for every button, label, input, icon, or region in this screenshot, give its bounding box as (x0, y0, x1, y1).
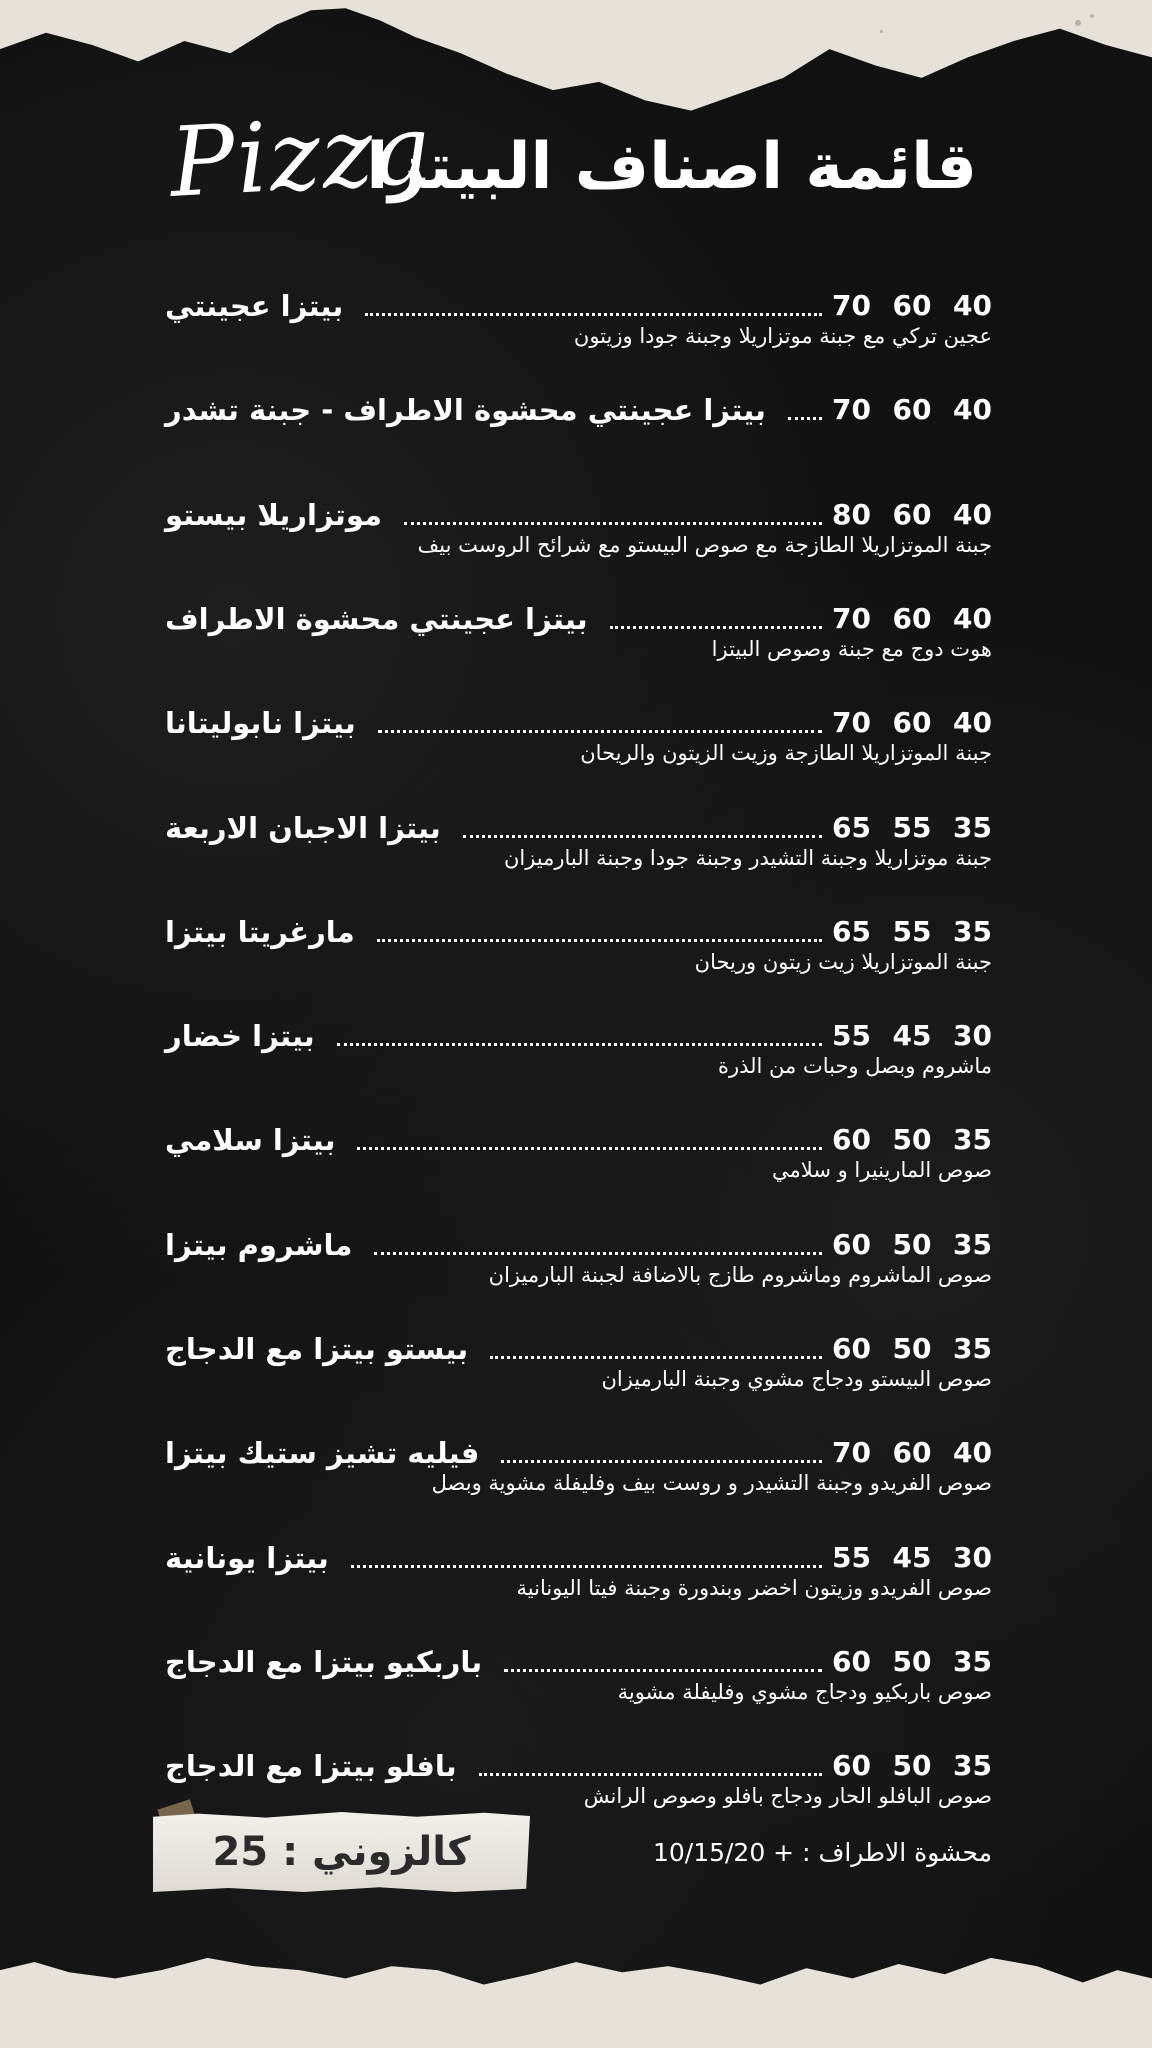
menu-item-header (165, 703, 992, 743)
price-value: 50 (892, 1749, 932, 1782)
dot-leader (377, 938, 822, 942)
menu-item-description: صوص الماشروم وماشروم طازج بالاضافة لجبنة البارميزان (488, 1263, 992, 1287)
menu-item-prices (832, 390, 992, 430)
menu-item-name: بيتزا سلامي (165, 1123, 336, 1157)
dot-leader (404, 521, 822, 525)
menu-item-header (165, 1225, 992, 1265)
price-value: 60 (832, 1645, 871, 1678)
price-value: 35 (953, 915, 992, 948)
menu-item (0, 599, 1152, 679)
menu-item-prices (832, 703, 992, 743)
menu-item-prices (832, 1746, 992, 1786)
dot-leader (504, 1668, 822, 1672)
price-value: 35 (953, 1332, 992, 1365)
menu-item-header (165, 495, 992, 535)
menu-item-description: صوص البافلو الحار ودجاج بافلو وصوص الرانش (583, 1784, 992, 1808)
menu-item-header (165, 286, 992, 326)
menu-item-name: موتزاريلا بيستو (165, 498, 382, 532)
price-value: 35 (953, 1123, 992, 1156)
menu-item-name: بيتزا عجينتي محشوة الاطراف - جبنة تشدر (165, 393, 766, 427)
price-value: 70 (832, 706, 871, 739)
menu-item-prices (832, 912, 992, 952)
dot-leader (374, 1251, 822, 1255)
price-value: 45 (892, 1019, 932, 1052)
menu-item (0, 390, 1152, 470)
pizza-script-title: Pizza (167, 93, 437, 219)
price-value: 35 (953, 1749, 992, 1782)
price-value: 65 (832, 811, 871, 844)
dot-leader (479, 1772, 822, 1776)
price-value: 40 (953, 498, 992, 531)
price-value: 60 (832, 1332, 871, 1365)
price-value: 55 (832, 1541, 871, 1574)
menu-item (0, 1433, 1152, 1513)
price-value: 65 (832, 915, 871, 948)
menu-item (0, 495, 1152, 575)
price-value: 60 (892, 289, 932, 322)
menu-item (0, 912, 1152, 992)
menu-item-header (165, 390, 992, 430)
price-value: 35 (953, 811, 992, 844)
price-value: 55 (832, 1019, 871, 1052)
menu-item-header (165, 1016, 992, 1056)
menu-item-name: بيتزا عجينتي محشوة الاطراف (165, 602, 588, 636)
menu-item-prices (832, 599, 992, 639)
price-value: 30 (953, 1019, 992, 1052)
menu-item-header (165, 1433, 992, 1473)
menu-item-prices (832, 495, 992, 535)
price-value: 70 (832, 393, 871, 426)
price-value: 70 (832, 1436, 871, 1469)
menu-item (0, 286, 1152, 366)
price-value: 60 (892, 393, 932, 426)
menu-item (0, 703, 1152, 783)
menu-item-header (165, 1746, 992, 1786)
dot-leader (463, 834, 822, 838)
dot-leader (490, 1355, 822, 1359)
menu-item-prices (832, 1225, 992, 1265)
dot-leader (788, 416, 822, 420)
menu-item-description: صوص البيستو ودجاج مشوي وجبنة البارميزان (601, 1367, 992, 1391)
dot-leader (337, 1042, 822, 1046)
menu-item-name: بيستو بيتزا مع الدجاج (165, 1332, 469, 1366)
price-value: 60 (892, 706, 932, 739)
menu-item-name: باربكيو بيتزا مع الدجاج (165, 1645, 483, 1679)
price-value: 40 (953, 289, 992, 322)
price-value: 70 (832, 602, 871, 635)
menu-item-name: بيتزا عجينتي (165, 289, 344, 323)
menu-item-name: بيتزا يونانية (165, 1541, 329, 1575)
price-value: 30 (953, 1541, 992, 1574)
menu-item-prices (832, 1433, 992, 1473)
menu-item-header (165, 1329, 992, 1369)
menu-item-name: بيتزا نابوليتانا (165, 706, 356, 740)
menu-header (0, 93, 1152, 270)
dot-leader (365, 312, 822, 316)
menu-item (0, 1329, 1152, 1409)
menu-item (0, 1642, 1152, 1722)
page-title: قائمة اصناف البيتزا (366, 130, 977, 204)
menu-item-header (165, 1538, 992, 1578)
menu-item (0, 1225, 1152, 1305)
menu-item-prices (832, 1538, 992, 1578)
menu-item-name: بيتزا خضار (165, 1019, 315, 1053)
menu-item-prices (832, 1329, 992, 1369)
dot-leader (378, 729, 822, 733)
price-value: 45 (892, 1541, 932, 1574)
price-value: 40 (953, 602, 992, 635)
menu-item (0, 1538, 1152, 1618)
menu-item-header (165, 1120, 992, 1160)
menu-item-description: صوص باربكيو ودجاج مشوي وفليفلة مشوية (617, 1680, 992, 1704)
paper-speck (1075, 20, 1081, 26)
price-value: 40 (953, 1436, 992, 1469)
price-value: 35 (953, 1645, 992, 1678)
menu-item-description: جبنة الموتزاريلا زيت زيتون وريحان (694, 950, 992, 974)
menu-item-description: جبنة الموتزاريلا الطازجة وزيت الزيتون والريحان (580, 741, 992, 765)
menu-item-description: صوص الفريدو وزيتون اخضر وبندورة وجبنة فيتا اليونانية (516, 1576, 992, 1600)
menu-item (0, 808, 1152, 888)
price-value: 60 (832, 1749, 871, 1782)
menu-item-description: هوت دوج مع جبنة وصوص البيتزا (711, 637, 992, 661)
menu-item (0, 1016, 1152, 1096)
menu-item-prices (832, 286, 992, 326)
paper-speck (1090, 14, 1094, 18)
paper-speck (880, 30, 883, 33)
menu-item-description: ماشروم وبصل وحبات من الذرة (717, 1054, 992, 1078)
menu-item-name: بيتزا الاجبان الاربعة (165, 811, 441, 845)
menu-item-header (165, 808, 992, 848)
menu-item-description: جبنة الموتزاريلا الطازجة مع صوص البيستو مع شرائح الروست بيف (417, 533, 992, 557)
menu-item-name: ماشروم بيتزا (165, 1228, 353, 1262)
price-value: 60 (892, 498, 932, 531)
menu-item-name: بافلو بيتزا مع الدجاج (165, 1749, 457, 1783)
menu-item-description: صوص الفريدو وجبنة التشيدر و روست بيف وفليفلة مشوية وبصل (431, 1471, 992, 1495)
price-value: 60 (892, 602, 932, 635)
price-value: 50 (892, 1332, 932, 1365)
dot-leader (501, 1459, 822, 1463)
menu-item-prices (832, 1016, 992, 1056)
menu-item-description: عجين تركي مع جبنة موتزاريلا وجبنة جودا وزيتون (573, 324, 992, 348)
price-value: 55 (892, 915, 932, 948)
stuffed-crust-note: محشوة الاطراف : + 10/15/20 (652, 1838, 992, 1867)
menu-item-name: فيليه تشيز ستيك بيتزا (165, 1436, 480, 1470)
menu-item-name: مارغريتا بيتزا (165, 915, 355, 949)
menu-item-header (165, 912, 992, 952)
dot-leader (351, 1564, 822, 1568)
price-value: 80 (832, 498, 871, 531)
menu-item-description: جبنة موتزاريلا وجبنة التشيدر وجبنة جودا وجبنة البارميزان (503, 846, 992, 870)
calzone-label: كالزوني : 25 (212, 1829, 471, 1875)
price-value: 40 (953, 393, 992, 426)
menu-item-prices (832, 1642, 992, 1682)
price-value: 60 (832, 1228, 871, 1261)
menu-item (0, 1120, 1152, 1200)
menu-item-prices (832, 1120, 992, 1160)
price-value: 60 (832, 1123, 871, 1156)
price-value: 50 (892, 1123, 932, 1156)
menu-item-prices (832, 808, 992, 848)
price-value: 50 (892, 1228, 932, 1261)
price-value: 40 (953, 706, 992, 739)
price-value: 70 (832, 289, 871, 322)
price-value: 55 (892, 811, 932, 844)
menu-item-header (165, 599, 992, 639)
price-value: 50 (892, 1645, 932, 1678)
price-value: 35 (953, 1228, 992, 1261)
menu-item-description: صوص المارينيرا و سلامي (772, 1158, 992, 1182)
menu-item-header (165, 1642, 992, 1682)
dot-leader (610, 625, 822, 629)
dot-leader (357, 1146, 822, 1150)
price-value: 60 (892, 1436, 932, 1469)
